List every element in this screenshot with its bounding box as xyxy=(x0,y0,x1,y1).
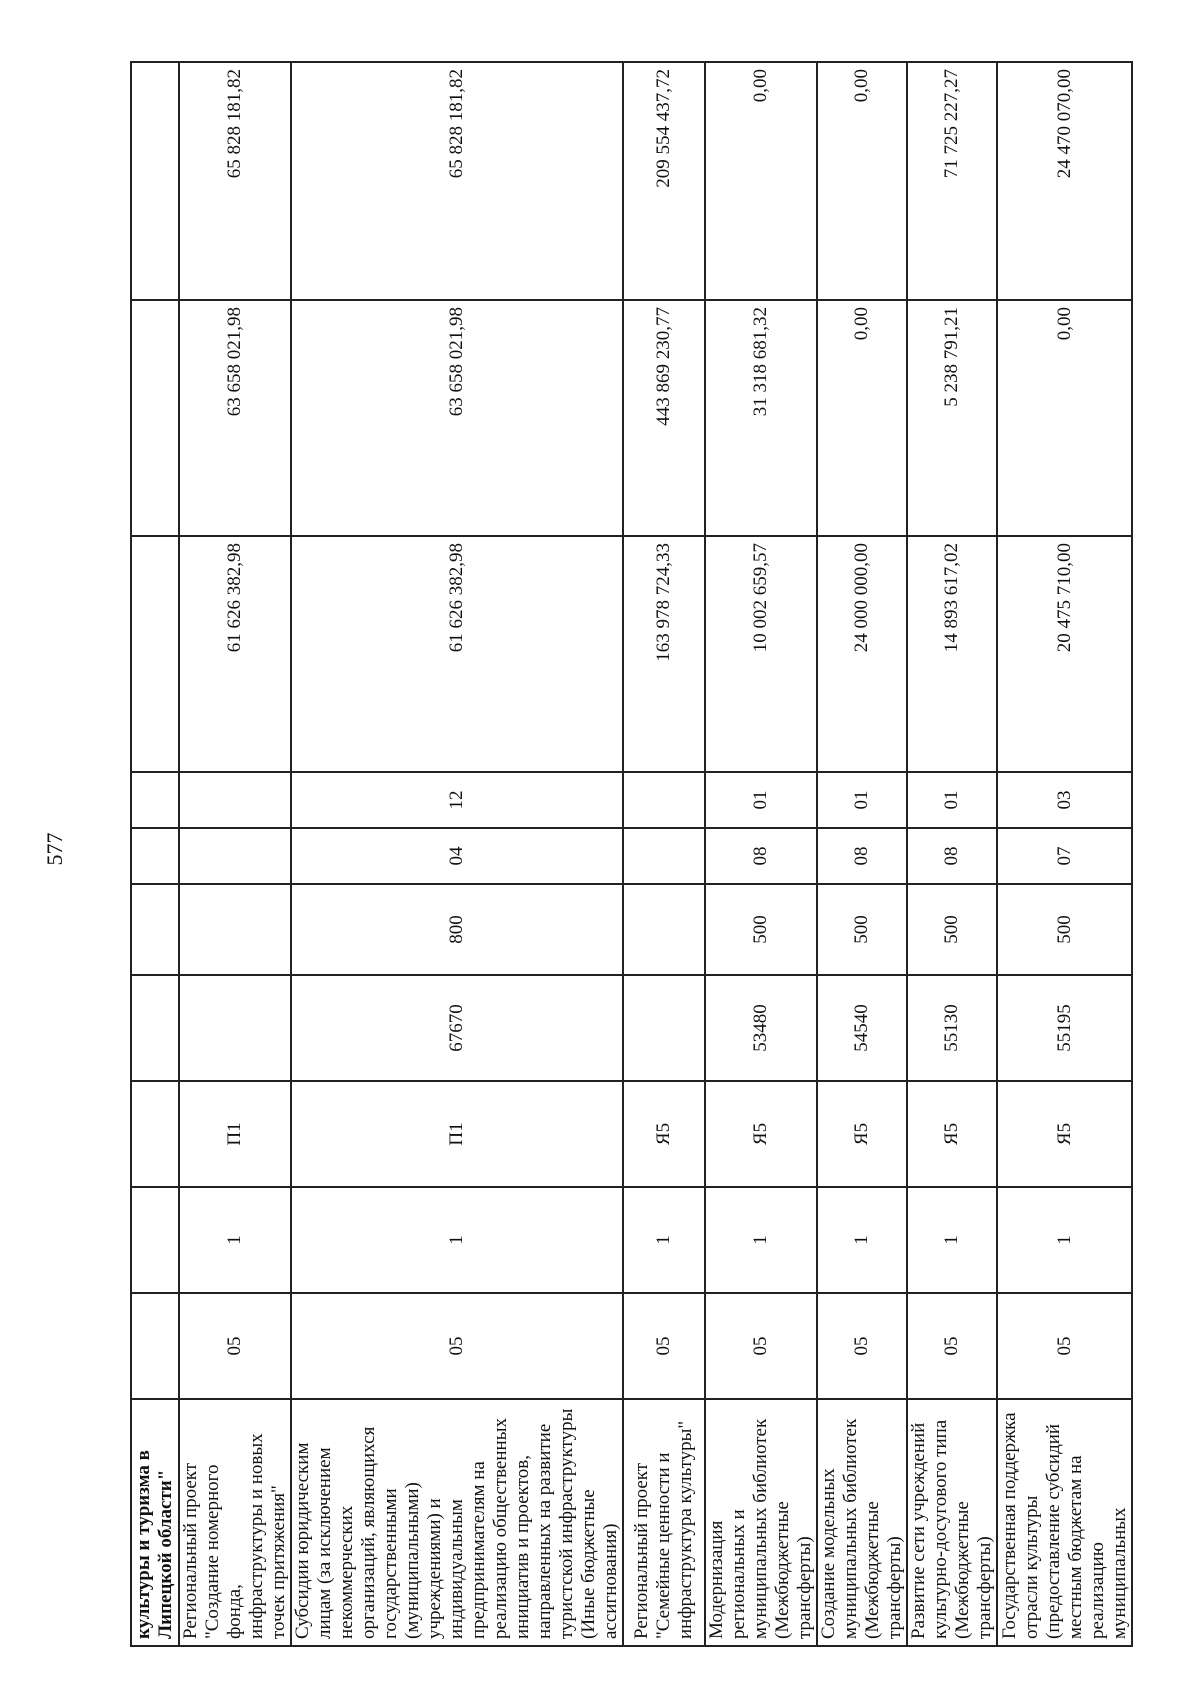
subsection-code: 01 xyxy=(817,772,907,828)
section-code: 08 xyxy=(907,828,997,884)
section-code: 08 xyxy=(705,828,817,884)
program-code: 05 xyxy=(705,1293,817,1399)
program-code: 05 xyxy=(623,1293,705,1399)
project-code: Я5 xyxy=(705,1081,817,1187)
row-name: Региональный проект "Семейные ценности и инфраструктура культуры" xyxy=(623,1399,705,1646)
subprogram-code: 1 xyxy=(623,1187,705,1293)
direction-code: 53480 xyxy=(705,975,817,1081)
program-code: 05 xyxy=(817,1293,907,1399)
expense-type-code: 800 xyxy=(291,884,623,975)
amount-year-3: 0,00 xyxy=(817,62,907,300)
program-code xyxy=(131,1293,179,1399)
subprogram-code: 1 xyxy=(291,1187,623,1293)
expense-type-code xyxy=(623,884,705,975)
amount-year-1: 10 002 659,57 xyxy=(705,536,817,772)
subprogram-code: 1 xyxy=(907,1187,997,1293)
subsection-code: 01 xyxy=(907,772,997,828)
amount-year-2: 63 658 021,98 xyxy=(291,300,623,536)
amount-year-1: 24 000 000,00 xyxy=(817,536,907,772)
amount-year-2: 443 869 230,77 xyxy=(623,300,705,536)
table-row xyxy=(291,62,623,1646)
subsection-code xyxy=(131,772,179,828)
direction-code: 67670 xyxy=(291,975,623,1081)
page-number: 577 xyxy=(42,832,67,866)
expense-type-code: 500 xyxy=(705,884,817,975)
program-code: 05 xyxy=(179,1293,291,1399)
amount-year-3: 0,00 xyxy=(705,62,817,300)
direction-code: 55130 xyxy=(907,975,997,1081)
table-row xyxy=(997,62,1132,1646)
amount-year-1: 20 475 710,00 xyxy=(997,536,1132,772)
direction-code: 55195 xyxy=(997,975,1132,1081)
section-code xyxy=(179,828,291,884)
row-name: Создание модельных муниципальных библиотек (Межбюджетные трансферты) xyxy=(817,1399,907,1646)
table-row xyxy=(623,62,705,1646)
amount-year-3 xyxy=(131,62,179,300)
amount-year-1: 61 626 382,98 xyxy=(179,536,291,772)
subsection-code: 03 xyxy=(997,772,1132,828)
subsection-code: 01 xyxy=(705,772,817,828)
amount-year-1 xyxy=(131,536,179,772)
amount-year-2: 31 318 681,32 xyxy=(705,300,817,536)
section-code xyxy=(623,828,705,884)
subsection-code xyxy=(179,772,291,828)
expense-type-code xyxy=(131,884,179,975)
budget-table-wrapper xyxy=(130,67,1130,1647)
amount-year-3: 71 725 227,27 xyxy=(907,62,997,300)
amount-year-1: 14 893 617,02 xyxy=(907,536,997,772)
section-code xyxy=(131,828,179,884)
table-row xyxy=(131,62,179,1646)
row-name: культуры и туризма в Липецкой области" xyxy=(131,1399,179,1646)
budget-table xyxy=(130,61,1133,1647)
amount-year-2: 63 658 021,98 xyxy=(179,300,291,536)
project-code: Я5 xyxy=(907,1081,997,1187)
section-code: 08 xyxy=(817,828,907,884)
amount-year-2 xyxy=(131,300,179,536)
amount-year-1: 163 978 724,33 xyxy=(623,536,705,772)
row-name: Модернизация региональных и муниципальных библиотек (Межбюджетные трансферты) xyxy=(705,1399,817,1646)
amount-year-2: 0,00 xyxy=(817,300,907,536)
subprogram-code: 1 xyxy=(817,1187,907,1293)
project-code: П1 xyxy=(291,1081,623,1187)
program-code: 05 xyxy=(291,1293,623,1399)
direction-code: 54540 xyxy=(817,975,907,1081)
row-name: Субсидии юридическим лицам (за исключением некоммерческих организаций, являющихся государственными (муниципальными) учреждениями) и индивидуальным предпринимателям на реализацию общественных инициатив и проектов, направленных на развитие туристской инфраструктуры (Иные бюджетные ассигнования) xyxy=(291,1399,623,1646)
project-code: Я5 xyxy=(817,1081,907,1187)
project-code: П1 xyxy=(179,1081,291,1187)
table-row xyxy=(179,62,291,1646)
expense-type-code: 500 xyxy=(907,884,997,975)
program-code: 05 xyxy=(997,1293,1132,1399)
project-code xyxy=(131,1081,179,1187)
amount-year-1: 61 626 382,98 xyxy=(291,536,623,772)
table-row xyxy=(705,62,817,1646)
project-code: Я5 xyxy=(623,1081,705,1187)
subprogram-code: 1 xyxy=(705,1187,817,1293)
program-code: 05 xyxy=(907,1293,997,1399)
section-code: 04 xyxy=(291,828,623,884)
row-name: Государственная поддержка отрасли культуры (предоставление субсидий местным бюджетам на реализацию муниципальных xyxy=(997,1399,1132,1646)
expense-type-code xyxy=(179,884,291,975)
direction-code xyxy=(131,975,179,1081)
amount-year-3: 65 828 181,82 xyxy=(291,62,623,300)
subsection-code xyxy=(623,772,705,828)
project-code: Я5 xyxy=(997,1081,1132,1187)
subsection-code: 12 xyxy=(291,772,623,828)
amount-year-3: 65 828 181,82 xyxy=(179,62,291,300)
amount-year-2: 0,00 xyxy=(997,300,1132,536)
table-row xyxy=(907,62,997,1646)
table-row xyxy=(817,62,907,1646)
amount-year-3: 209 554 437,72 xyxy=(623,62,705,300)
subprogram-code: 1 xyxy=(179,1187,291,1293)
direction-code xyxy=(623,975,705,1081)
expense-type-code: 500 xyxy=(817,884,907,975)
expense-type-code: 500 xyxy=(997,884,1132,975)
amount-year-2: 5 238 791,21 xyxy=(907,300,997,536)
subprogram-code: 1 xyxy=(997,1187,1132,1293)
subprogram-code xyxy=(131,1187,179,1293)
direction-code xyxy=(179,975,291,1081)
amount-year-3: 24 470 070,00 xyxy=(997,62,1132,300)
row-name: Развитие сети учреждений культурно-досугового типа (Межбюджетные трансферты) xyxy=(907,1399,997,1646)
row-name: Региональный проект "Создание номерного фонда, инфраструктуры и новых точек притяжения" xyxy=(179,1399,291,1646)
section-code: 07 xyxy=(997,828,1132,884)
